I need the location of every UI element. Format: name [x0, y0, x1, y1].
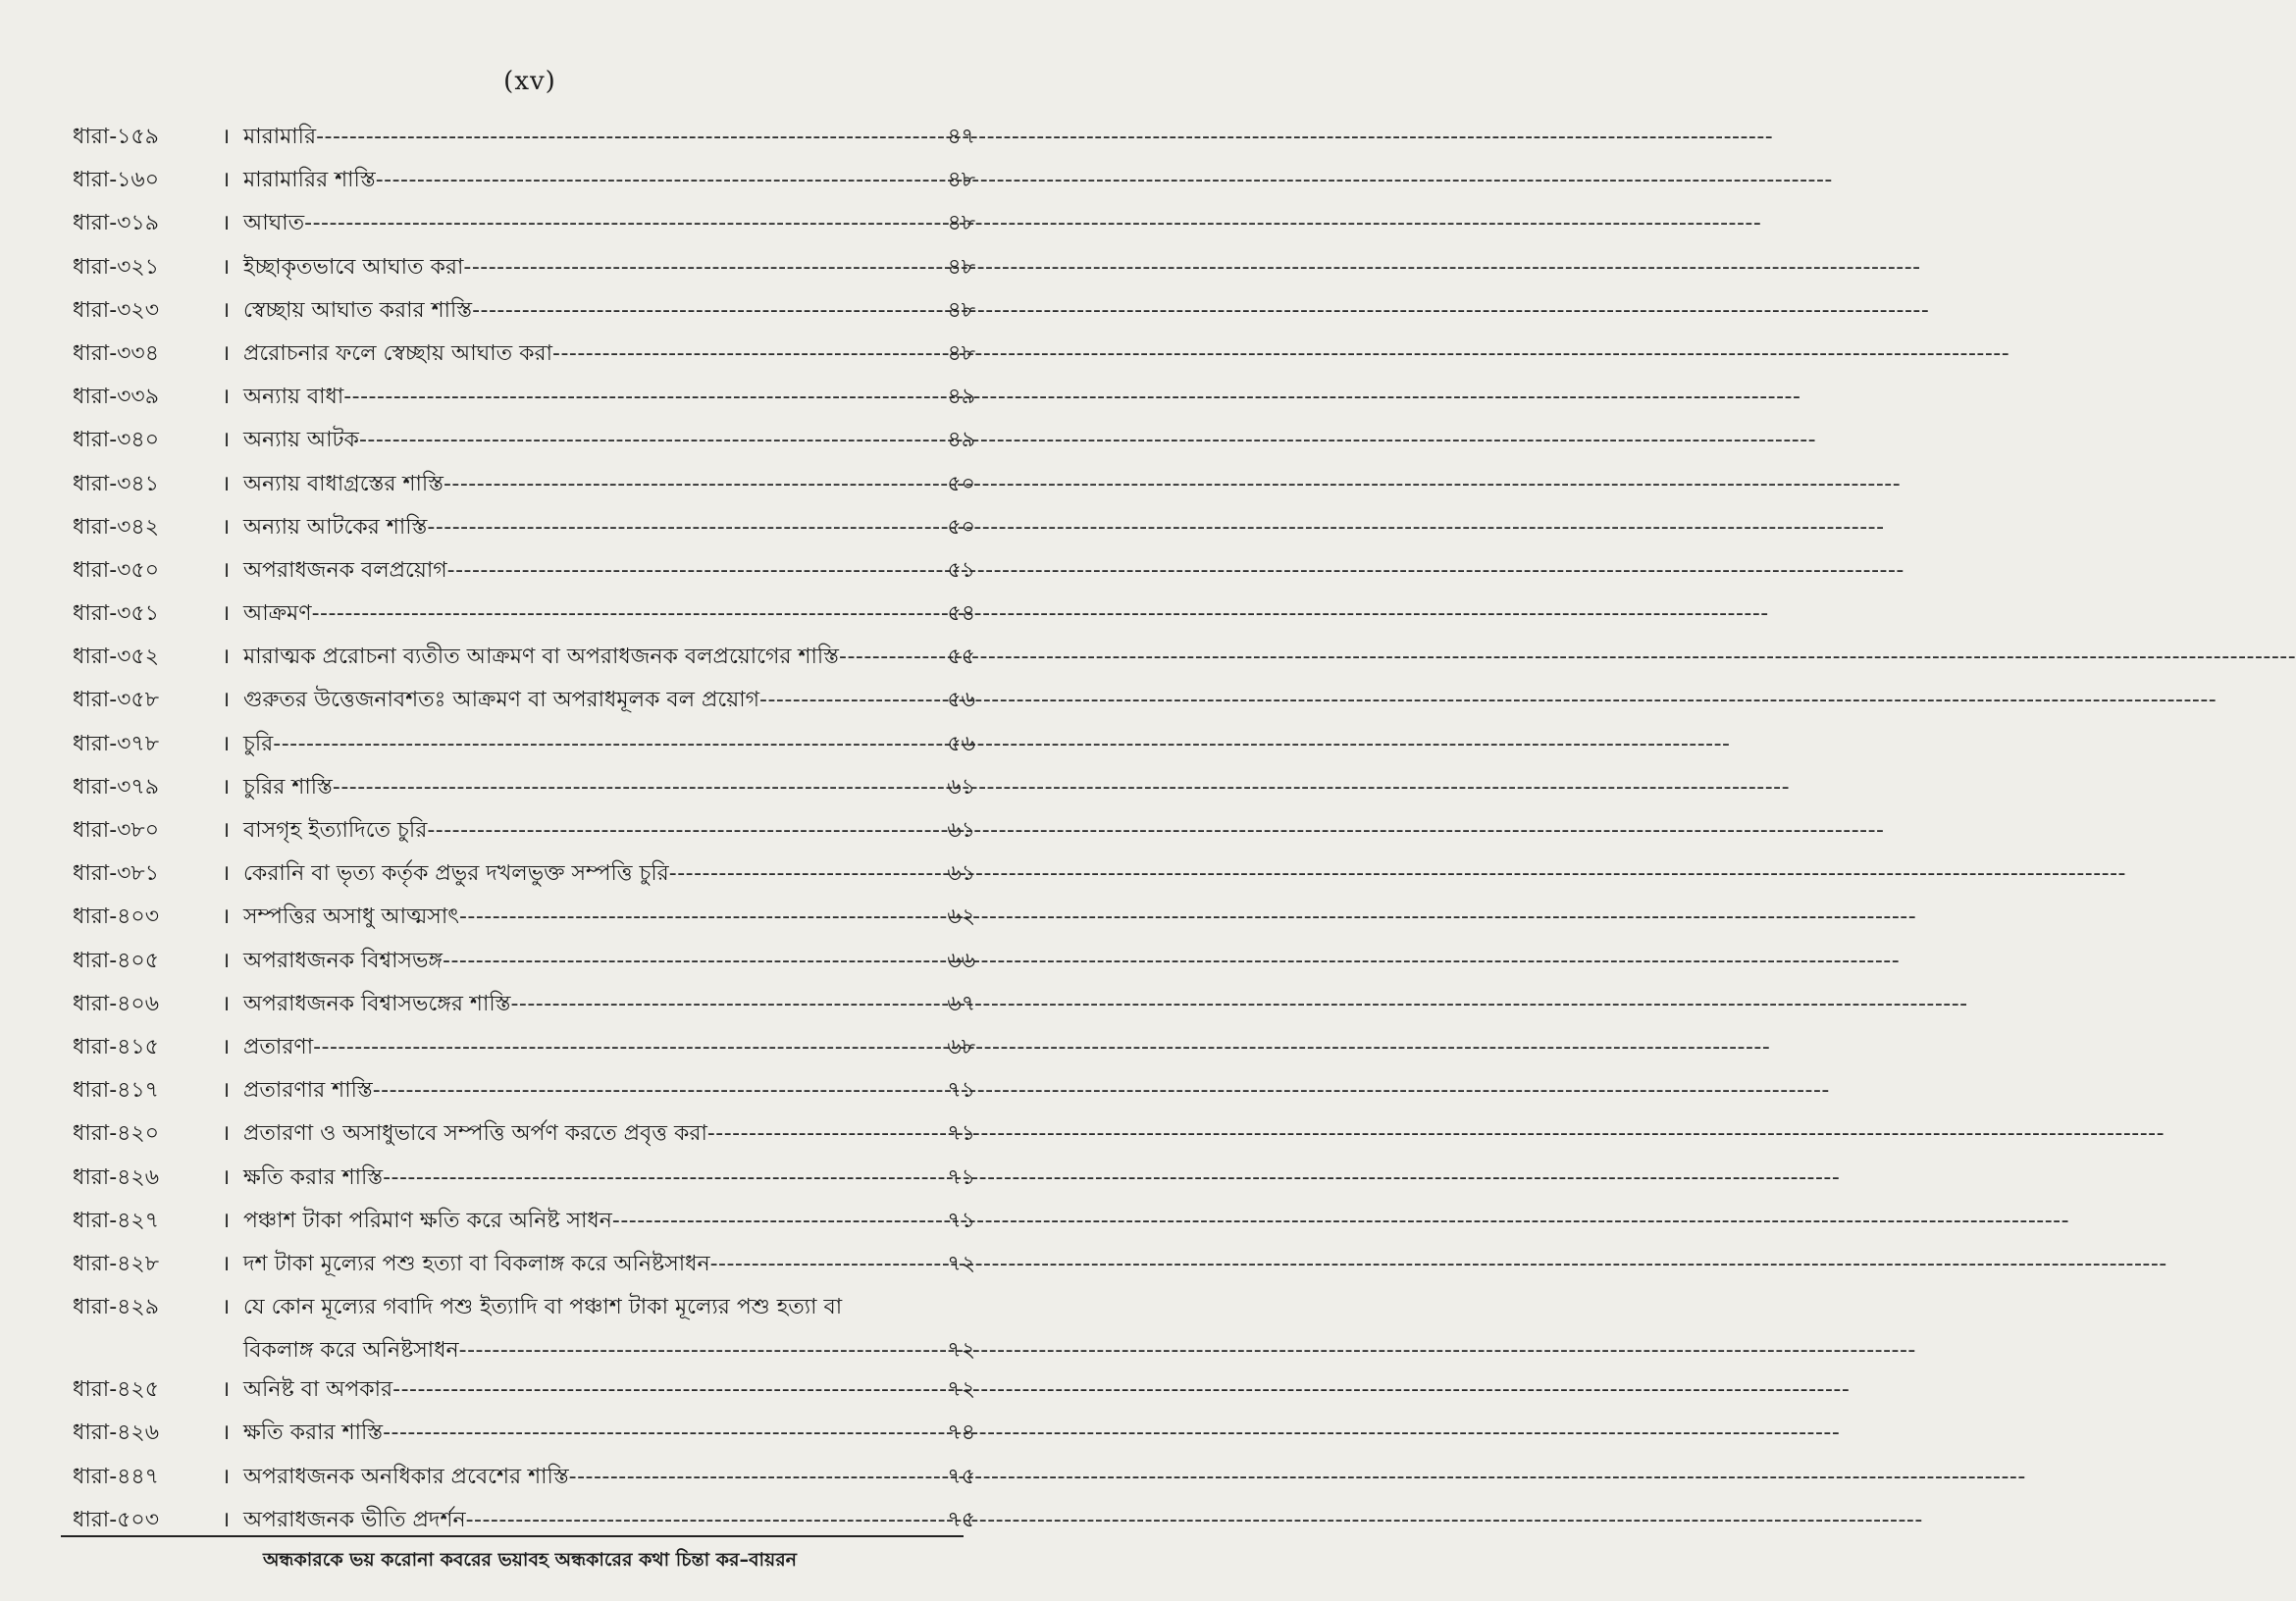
dot-leader	[333, 775, 926, 800]
toc-entry	[73, 640, 975, 683]
page-ref: ৫৪	[947, 601, 975, 627]
dot-leader	[472, 298, 926, 323]
dot-leader	[376, 168, 926, 192]
section-number: ধারা-৪২০	[73, 1121, 160, 1147]
toc-entry	[73, 336, 975, 380]
entry-title: সম্পত্তির অসাধু আত্মসাৎ	[243, 904, 459, 930]
toc-entry	[73, 467, 975, 510]
entry-title: মারামারির শাস্তি	[243, 168, 376, 193]
section-number: ধারা-৩৮০	[73, 818, 160, 843]
dot-leader	[383, 1165, 926, 1190]
danda-separator: ।	[221, 297, 231, 323]
danda-separator: ।	[221, 861, 231, 887]
dot-leader	[510, 992, 926, 1016]
page-ref: ৭৫	[947, 1507, 975, 1532]
danda-separator: ।	[221, 428, 231, 453]
section-number: ধারা-৪২৭	[73, 1208, 160, 1233]
dot-leader	[313, 1035, 926, 1059]
entry-title: ক্ষতি করার শাস্তি	[243, 1420, 384, 1446]
toc-entry	[73, 1116, 975, 1160]
toc-entry	[73, 1460, 975, 1503]
entry-title: অনিষ্ট বা অপকার	[243, 1377, 393, 1403]
danda-separator: ।	[221, 904, 231, 930]
dot-leader	[443, 949, 926, 973]
toc-entry	[73, 683, 975, 726]
dot-leader	[373, 1078, 926, 1103]
dot-leader	[459, 904, 926, 929]
dot-leader	[447, 558, 926, 583]
toc-entry	[73, 856, 975, 900]
section-number: ধারা-৪২৬	[73, 1420, 160, 1446]
toc-entry	[73, 727, 975, 770]
dot-leader	[569, 1465, 926, 1489]
page-ref: ৬৭	[947, 991, 975, 1016]
dot-leader	[463, 255, 926, 280]
footer-divider	[61, 1535, 964, 1537]
dot-leader	[427, 818, 926, 843]
entry-title: অন্যায় বাধা	[243, 385, 344, 410]
danda-separator: ।	[221, 557, 231, 583]
entry-title: অপরাধজনক বিশ্বাসভঙ্গ	[243, 948, 443, 973]
dot-leader	[459, 1338, 926, 1363]
section-number: ধারা-৪০৬	[73, 991, 160, 1016]
section-number: ধারা-৪১৫	[73, 1034, 159, 1059]
danda-separator: ।	[221, 471, 231, 496]
toc-entry	[73, 1503, 975, 1546]
dot-leader	[466, 1508, 926, 1532]
section-number: ধারা-৩৩৯	[73, 385, 160, 410]
section-number: ধারা-৩৫০	[73, 557, 160, 583]
page-ref: ৫৬	[947, 688, 975, 713]
toc-entry-continuation	[73, 1333, 975, 1372]
dot-leader	[710, 1252, 926, 1276]
danda-separator: ।	[221, 340, 231, 366]
danda-separator: ।	[221, 645, 231, 670]
danda-separator: ।	[221, 1251, 231, 1276]
danda-separator: ।	[221, 1034, 231, 1059]
toc-entry	[73, 293, 975, 336]
entry-title: অপরাধজনক বলপ্রয়োগ	[243, 557, 447, 583]
page-ref: ৪৮	[947, 211, 975, 236]
toc-entry	[73, 163, 975, 206]
page-ref: ৬১	[947, 861, 975, 887]
footer-quote: অন্ধকারকে ভয় করোনা কবরের ভয়াবহ অন্ধকারের কথা চিন্তা কর–বায়রন	[262, 1549, 798, 1571]
danda-separator: ।	[221, 774, 231, 800]
dot-leader	[316, 125, 926, 149]
toc-entry	[73, 770, 975, 813]
page-ref: ৬২	[947, 904, 975, 930]
toc-entry	[73, 813, 975, 856]
section-number: ধারা-৫০৩	[73, 1507, 160, 1532]
section-number: ধারা-৩২৩	[73, 297, 160, 323]
entry-title: চুরির শাস্তি	[243, 774, 333, 800]
page-ref: ৪৮	[947, 168, 975, 193]
table-of-contents	[73, 120, 975, 1546]
danda-separator: ।	[221, 385, 231, 410]
toc-entry	[73, 596, 975, 640]
danda-separator: ।	[221, 731, 231, 756]
entry-title-continued: বিকলাঙ্গ করে অনিষ্টসাধন	[243, 1338, 459, 1364]
page-ref: ৬৬	[947, 948, 975, 973]
entry-title: অন্যায় বাধাগ্রস্তের শাস্তি	[243, 471, 444, 496]
danda-separator: ।	[221, 211, 231, 236]
dot-leader	[552, 341, 926, 366]
entry-title: ইচ্ছাকৃতভাবে আঘাত করা	[243, 254, 464, 280]
page-ref: ৭২	[947, 1338, 975, 1364]
dot-leader	[707, 1121, 926, 1146]
dot-leader	[669, 861, 926, 886]
toc-entry	[73, 553, 975, 596]
toc-entry	[73, 1204, 975, 1247]
entry-title: বাসগৃহ ইত্যাদিতে চুরি	[243, 818, 428, 843]
dot-leader	[839, 645, 926, 669]
entry-title: আক্রমণ	[243, 601, 312, 627]
page-ref: ৫১	[947, 557, 975, 583]
toc-entry	[73, 120, 975, 163]
section-number: ধারা-১৬০	[73, 168, 160, 193]
section-number: ধারা-৩৫২	[73, 645, 160, 670]
entry-title: অপরাধজনক বিশ্বাসভঙ্গের শাস্তি	[243, 991, 511, 1016]
dot-leader	[273, 732, 926, 756]
danda-separator: ।	[221, 991, 231, 1016]
section-number: ধারা-৪০৫	[73, 948, 159, 973]
section-number: ধারা-৪১৭	[73, 1078, 159, 1104]
entry-title: অন্যায় আটক	[243, 428, 359, 453]
page-ref: ৫৬	[947, 731, 975, 756]
danda-separator: ।	[221, 688, 231, 713]
entry-title: প্রতারণা ও অসাধুভাবে সম্পত্তি অর্পণ করতে প্রবৃত্ত করা	[243, 1121, 707, 1147]
section-number: ধারা-৩৮১	[73, 861, 159, 887]
entry-title: দশ টাকা মূল্যের পশু হত্যা বা বিকলাঙ্গ করে অনিষ্টসাধন	[243, 1251, 710, 1276]
section-number: ধারা-৩৫১	[73, 601, 159, 627]
entry-title: প্ররোচনার ফলে স্বেচ্ছায় আঘাত করা	[243, 340, 553, 366]
danda-separator: ।	[221, 601, 231, 627]
section-number: ধারা-৩৪১	[73, 471, 159, 496]
entry-title: মারাত্মক প্ররোচনা ব্যতীত আক্রমণ বা অপরাধজনক বলপ্রয়োগের শাস্তি	[243, 645, 839, 670]
page-ref: ৭১	[947, 1078, 975, 1104]
section-number: ধারা-৩১৯	[73, 211, 159, 236]
danda-separator: ।	[221, 1295, 231, 1320]
page-ref: ৪৮	[947, 254, 975, 280]
toc-entry	[73, 250, 975, 293]
entry-title: স্বেচ্ছায় আঘাত করার শাস্তি	[243, 297, 473, 323]
section-number: ধারা-৪২৮	[73, 1251, 159, 1276]
danda-separator: ।	[221, 1121, 231, 1147]
page-ref: ৫০	[947, 471, 975, 496]
toc-entry	[73, 944, 975, 987]
toc-entry	[73, 510, 975, 553]
section-number: ধারা-৪০৩	[73, 904, 160, 930]
section-number: ধারা-৩৭৯	[73, 774, 160, 800]
toc-entry	[73, 1161, 975, 1204]
danda-separator: ।	[221, 514, 231, 540]
entry-title: অপরাধজনক ভীতি প্রদর্শন	[243, 1507, 466, 1532]
danda-separator: ।	[221, 1507, 231, 1532]
dot-leader	[444, 472, 926, 496]
section-number: ধারা-৩৪০	[73, 428, 160, 453]
toc-entry	[73, 987, 975, 1030]
section-number: ধারা-৩২১	[73, 254, 160, 280]
danda-separator: ।	[221, 168, 231, 193]
danda-separator: ।	[221, 1420, 231, 1446]
toc-entry	[73, 900, 975, 943]
dot-leader	[612, 1209, 926, 1233]
entry-title: মারামারি	[243, 125, 317, 149]
section-number: ধারা-৩৫৮	[73, 688, 159, 713]
toc-entry	[73, 1290, 975, 1333]
toc-entry	[73, 380, 975, 423]
danda-separator: ।	[221, 1377, 231, 1403]
entry-title: যে কোন মূল্যের গবাদি পশু ইত্যাদি বা পঞ্চাশ টাকা মূল্যের পশু হত্যা বা	[243, 1295, 843, 1320]
section-number: ধারা-৪৪৭	[73, 1464, 159, 1489]
page-ref: ৭১	[947, 1121, 975, 1147]
section-number: ধারা-৪২৬	[73, 1164, 160, 1190]
entry-title: পঞ্চাশ টাকা পরিমাণ ক্ষতি করে অনিষ্ট সাধন	[243, 1208, 612, 1233]
page-ref: ৭২	[947, 1251, 975, 1276]
page-ref: ৭১	[947, 1208, 975, 1233]
dot-leader	[359, 428, 926, 452]
danda-separator: ।	[221, 948, 231, 973]
dot-leader	[312, 601, 926, 626]
danda-separator: ।	[221, 1464, 231, 1489]
entry-title: অন্যায় আটকের শাস্তি	[243, 514, 428, 540]
danda-separator: ।	[221, 1208, 231, 1233]
toc-entry	[73, 206, 975, 249]
page-ref: ৭১	[947, 1164, 975, 1190]
page-ref: ৬১	[947, 818, 975, 843]
toc-entry	[73, 1030, 975, 1073]
dot-leader	[392, 1377, 926, 1402]
dot-leader	[343, 385, 926, 409]
page-ref: ৪৮	[947, 340, 975, 366]
page-ref: ৪৯	[947, 428, 975, 453]
entry-title: প্রতারণা	[243, 1034, 314, 1059]
entry-title: অপরাধজনক অনধিকার প্রবেশের শাস্তি	[243, 1464, 569, 1489]
toc-entry	[73, 423, 975, 466]
page-ref: ৪৭	[947, 125, 975, 149]
entry-title: আঘাত	[243, 211, 305, 236]
section-number: ধারা-৩৪২	[73, 514, 160, 540]
page-ref: ৭৪	[947, 1420, 975, 1446]
page-ref: ৬১	[947, 774, 975, 800]
entry-title: চুরি	[243, 731, 274, 756]
page-number: (xv)	[503, 67, 556, 96]
section-number: ধারা-১৫৯	[73, 125, 159, 149]
page-ref: ৪৮	[947, 297, 975, 323]
dot-leader	[304, 211, 926, 235]
dot-leader	[427, 515, 926, 540]
dot-leader	[759, 688, 926, 712]
danda-separator: ।	[221, 125, 231, 149]
section-number: ধারা-৪২৫	[73, 1377, 159, 1403]
danda-separator: ।	[221, 818, 231, 843]
toc-entry	[73, 1416, 975, 1459]
section-number: ধারা-৪২৯	[73, 1295, 159, 1320]
danda-separator: ।	[221, 1078, 231, 1104]
dot-leader	[383, 1420, 926, 1445]
danda-separator: ।	[221, 254, 231, 280]
entry-title: কেরানি বা ভৃত্য কর্তৃক প্রভুর দখলভুক্ত সম্পত্তি চুরি	[243, 861, 669, 887]
entry-title: প্রতারণার শাস্তি	[243, 1078, 373, 1104]
page-ref: ৪৯	[947, 385, 975, 410]
toc-entry	[73, 1073, 975, 1116]
section-number: ধারা-৩৩৪	[73, 340, 160, 366]
page-ref: ৭২	[947, 1377, 975, 1403]
toc-entry	[73, 1372, 975, 1416]
section-number: ধারা-৩৭৮	[73, 731, 160, 756]
page-ref: ৫৫	[947, 645, 975, 670]
entry-title: ক্ষতি করার শাস্তি	[243, 1164, 384, 1190]
toc-entry	[73, 1247, 975, 1290]
page-ref: ৭৫	[947, 1464, 975, 1489]
danda-separator: ।	[221, 1164, 231, 1190]
page-ref: ৫০	[947, 514, 975, 540]
entry-title: গুরুতর উত্তেজনাবশতঃ আক্রমণ বা অপরাধমূলক বল প্রয়োগ	[243, 688, 760, 713]
page-ref: ৬৮	[947, 1034, 975, 1059]
